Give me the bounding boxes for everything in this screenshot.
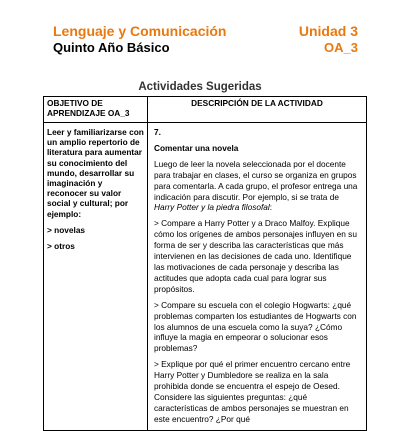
objective-column-header: OBJETIVO DE APRENDIZAJE OA_3 (44, 97, 148, 123)
section-title: Actividades Sugeridas (138, 81, 262, 93)
activity-number: 7. (154, 127, 161, 137)
objective-code: OA_3 (324, 40, 358, 55)
objective-bullet: > otros (47, 241, 75, 252)
discussion-prompt: > Compare su escuela con el colegio Hogwarts: ¿qué problemas comparten los estudiantes de Hogwarts con los alumnos de una escuela como la suya? ¿Cómo influye la magia en empeorar o solucionar esos problemas? (154, 299, 357, 354)
unit-label: Unidad 3 (298, 23, 358, 39)
book-title: Harry Potter y la piedra filosofal (154, 202, 270, 213)
subject-title: Lenguaje y Comunicación (53, 23, 227, 39)
grade-label: Quinto Año Básico (53, 40, 170, 55)
description-column-header: DESCRIPCIÓN DE LA ACTIVIDAD (148, 97, 367, 123)
activity-intro-end: : (269, 202, 273, 213)
activity-title: Comentar una novela (154, 142, 239, 153)
table-row (44, 123, 367, 431)
table-header-row (44, 97, 367, 123)
activities-table (43, 96, 367, 431)
discussion-prompt: > Explique por qué el primer encuentro cercano entre Harry Potter y Dumbledore se realiza en la sala prohibida donde se encuentra el espejo de Oesed. Considere las siguientes preguntas: ¿qué características de ambos personajes se muestran en este encuentro? ¿Por qué (154, 359, 351, 424)
activity-cell (148, 123, 367, 431)
page-header (53, 23, 358, 59)
objective-bullet: > novelas (47, 224, 86, 235)
objective-text: Leer y familiarizarse con un amplio repertorio de literatura para aumentar su conocimiento del mundo, desarrollar su imaginación y reconocer su valor social y cultural; por ejemplo: (47, 127, 144, 219)
objective-cell (44, 123, 148, 431)
activity-intro-text: Luego de leer la novela seleccionada por el docente para trabajar en clases, el curso se organiza en grupos para comentarla. A cada grupo, el profesor entrega una indicación para discutir. Por ejemplo, si se trata de (154, 158, 358, 202)
activity-intro (154, 159, 360, 214)
discussion-prompt: > Compare a Harry Potter y a Draco Malfoy. Explique cómo los orígenes de ambos personajes influyen en su forma de ser y describa las características que más intervienen en las decisiones de cada uno. Identifique las motivaciones de cada personaje y describa las actitudes que adopta cada cual para lograr sus propósitos. (154, 218, 357, 294)
